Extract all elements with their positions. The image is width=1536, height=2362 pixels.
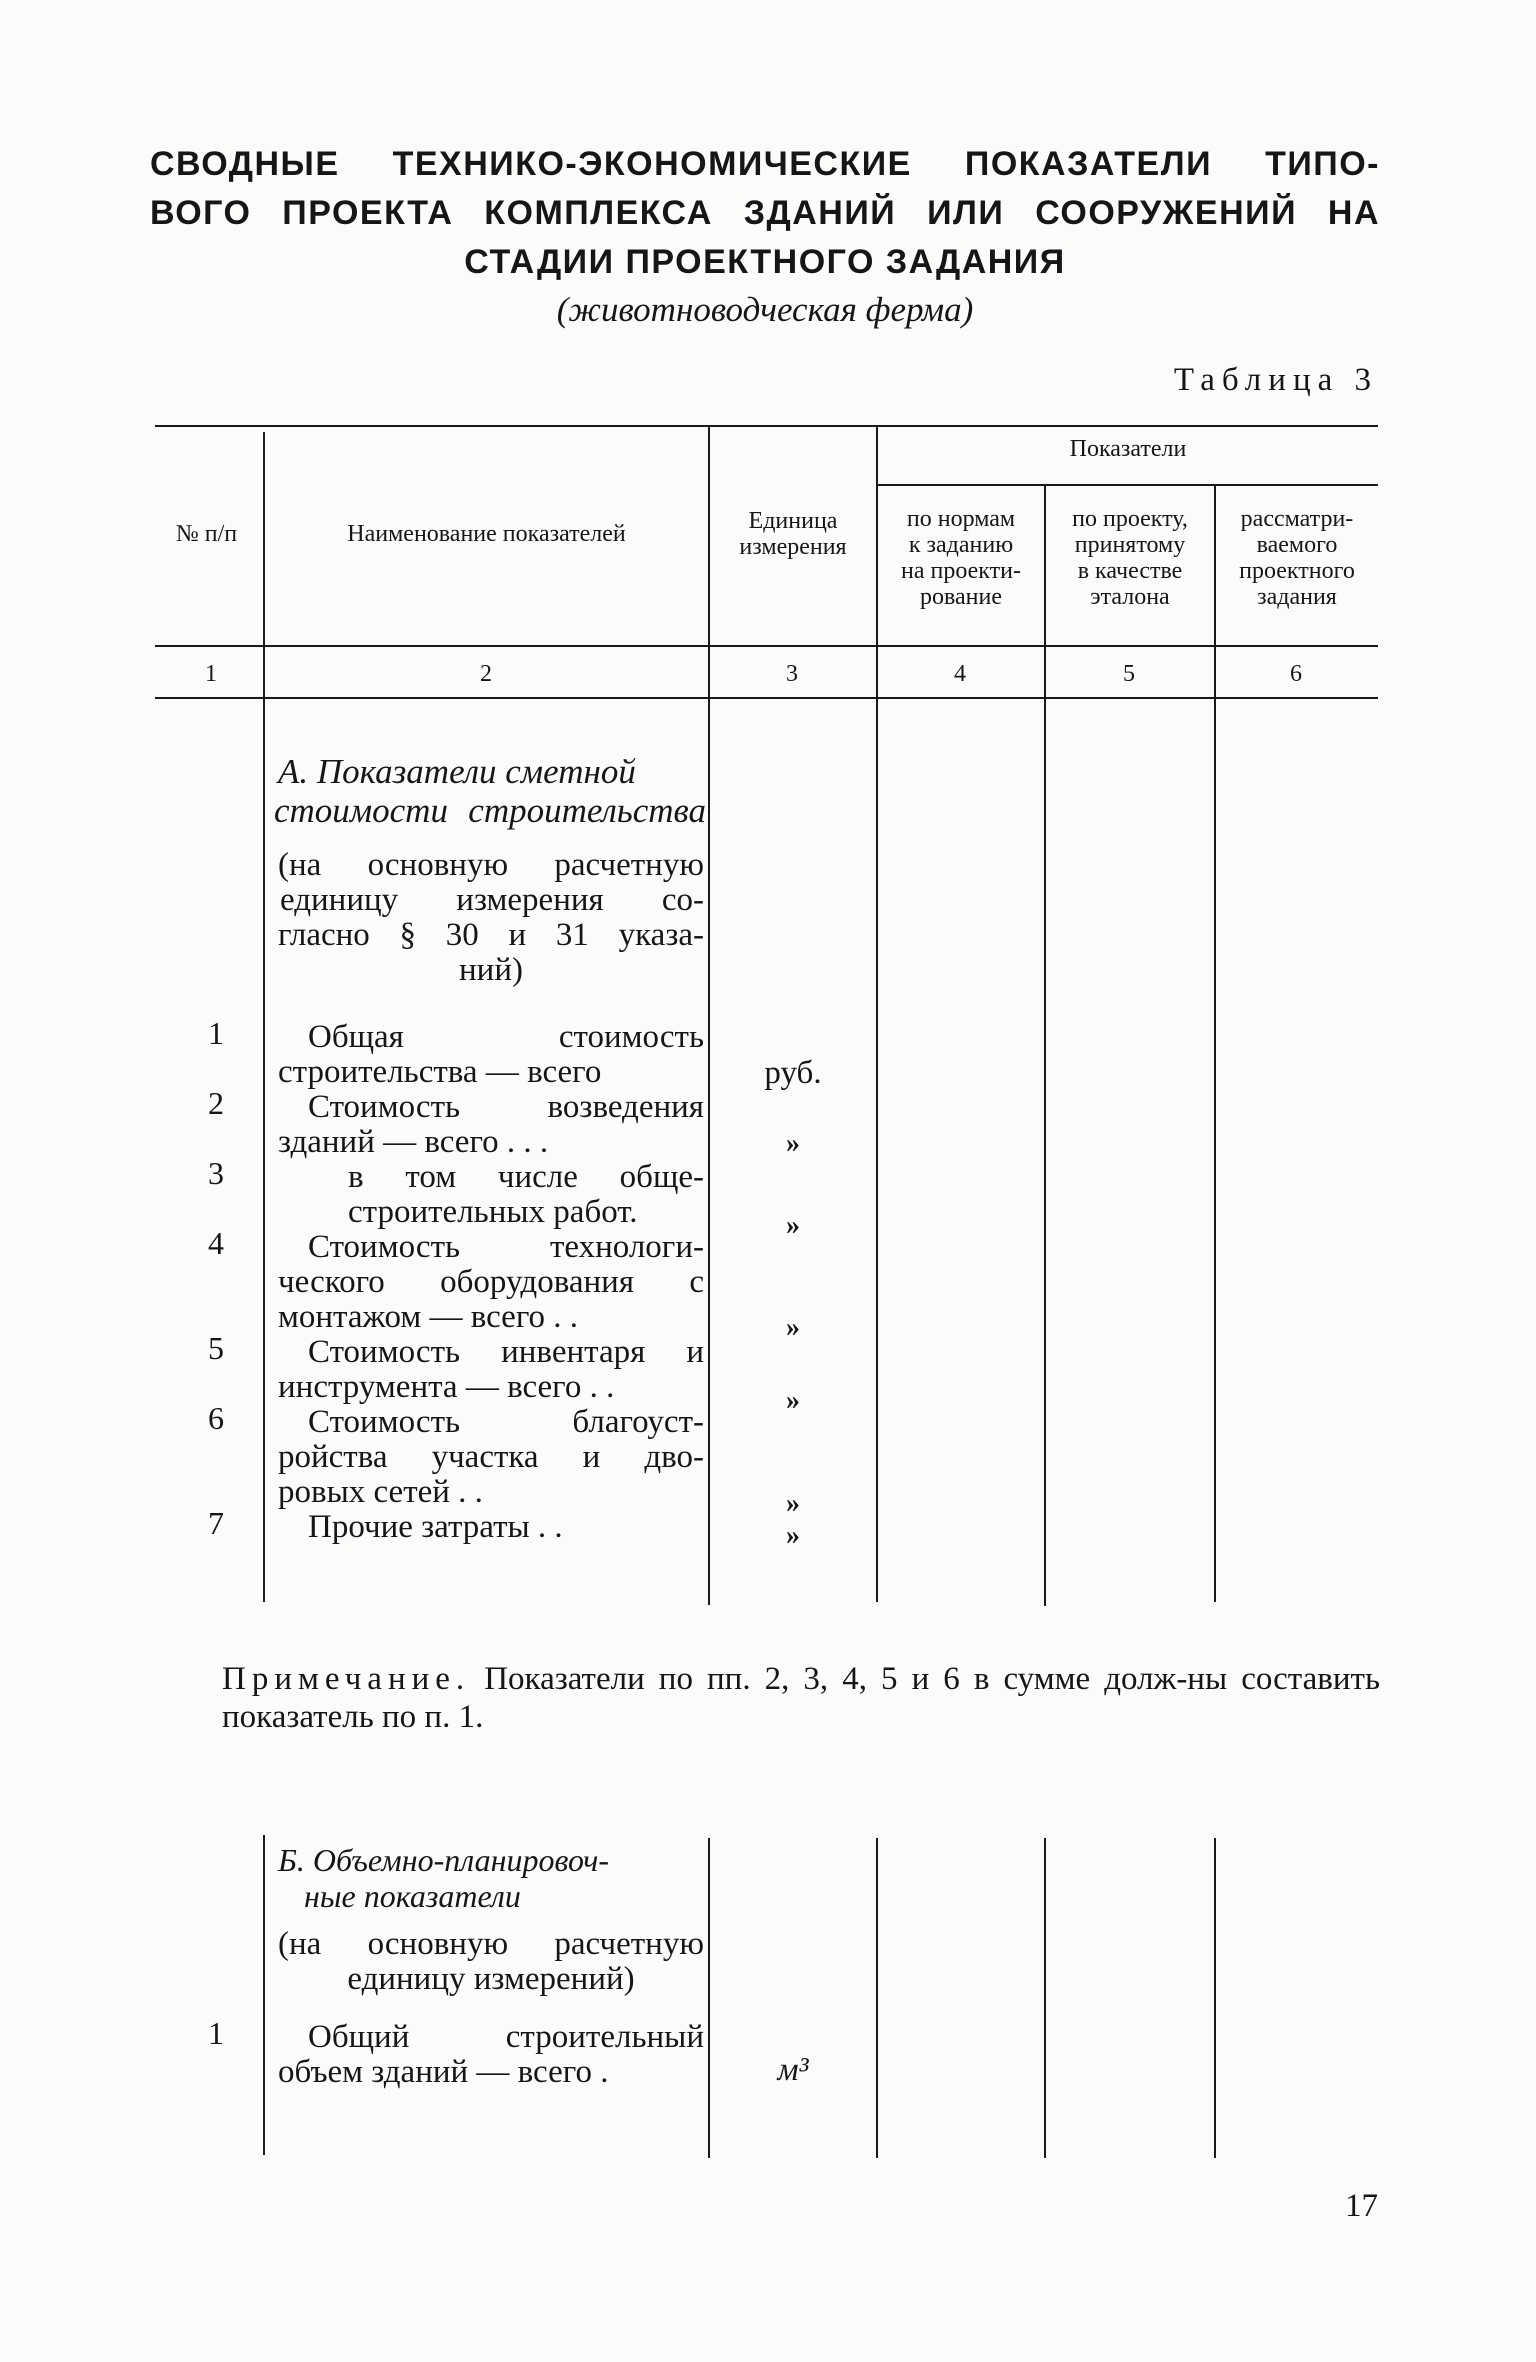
section-a-basis: (на основную расчетную единицу измерения со- гласно § 30 и 31 указа- ний): [278, 847, 704, 988]
row-unit-ditto: »: [786, 1488, 800, 1519]
row-unit-ditto: »: [786, 1210, 800, 1241]
note-text: Показатели по пп. 2, 3, 4, 5 и 6 в сумме долж-ны составить показатель по п. 1.: [222, 1661, 1380, 1735]
row-unit: руб.: [764, 1055, 822, 1091]
header-col-number: № п/п: [175, 521, 238, 547]
section-b-title: Б. Объемно-планировоч- ные показатели: [278, 1842, 610, 1914]
heading-line-2: ВОГО ПРОЕКТА КОМПЛЕКСА ЗДАНИЙ ИЛИ СООРУЖЕНИЙ НА: [150, 194, 1380, 232]
page-number: 17: [1345, 2188, 1378, 2224]
row-number: 6: [208, 1400, 224, 1436]
header-col-6: рассматри- ваемого проектного задания: [1239, 506, 1355, 610]
table-row-name: Стоимость благоуст- ройства участка и дво- ровых сетей . .: [278, 1404, 704, 1510]
table-row-name: Стоимость возведения зданий — всего . . .: [278, 1089, 704, 1160]
row-unit-ditto: »: [786, 1520, 800, 1551]
header-col-unit-2: измерения: [739, 534, 847, 560]
col-number-3: 3: [786, 661, 798, 687]
note-label: Примечание.: [222, 1661, 471, 1697]
document-subtitle: (животноводческая ферма): [556, 290, 974, 329]
header-col-name: Наименование показателей: [347, 521, 626, 547]
section-a-title: А. Показатели сметной стоимости строительства: [274, 752, 706, 830]
col-number-1: 1: [205, 661, 217, 687]
row-unit-ditto: »: [786, 1385, 800, 1416]
table-note: [222, 1660, 1380, 1736]
table-label: Таблица 3: [1173, 362, 1378, 398]
row-unit-ditto: »: [786, 1128, 800, 1159]
row-number: 4: [208, 1225, 224, 1261]
table-row-name: Стоимость инвентаря и инструмента — всего . .: [278, 1334, 704, 1405]
row-number: 2: [208, 1085, 224, 1121]
row-unit-ditto: »: [786, 1312, 800, 1343]
table-row-name: Стоимость технологи- ческого оборудования с монтажом — всего . .: [278, 1229, 704, 1335]
col-number-5: 5: [1123, 661, 1135, 687]
row-number: 7: [208, 1505, 224, 1541]
header-col-4: по нормам к заданию на проекти- рование: [901, 506, 1021, 610]
header-col-unit-1: Единица: [748, 508, 838, 534]
heading-line-1: СВОДНЫЕ ТЕХНИКО-ЭКОНОМИЧЕСКИЕ ПОКАЗАТЕЛИ ТИПО-: [150, 145, 1380, 183]
row-number: 1: [208, 2015, 224, 2051]
table-row-name: в том числе обще- строительных работ.: [348, 1159, 704, 1230]
section-b-basis: (на основную расчетную единицу измерений): [278, 1926, 704, 1997]
table-row-name: Общий строительный объем зданий — всего .: [278, 2019, 704, 2090]
table-row-name: Общая стоимость строительства — всего: [278, 1019, 704, 1090]
row-unit: м³: [777, 2052, 809, 2088]
header-col-5: по проекту, принятому в качестве эталона: [1072, 506, 1188, 610]
row-number: 5: [208, 1330, 224, 1366]
header-group-indicators: Показатели: [1069, 436, 1187, 462]
col-number-4: 4: [954, 661, 966, 687]
col-number-2: 2: [480, 661, 492, 687]
row-number: 1: [208, 1015, 224, 1051]
table-row-name: Прочие затраты . .: [308, 1509, 563, 1545]
document-heading: [150, 140, 1380, 287]
row-number: 3: [208, 1155, 224, 1191]
col-number-6: 6: [1290, 661, 1302, 687]
heading-line-3: СТАДИИ ПРОЕКТНОГО ЗАДАНИЯ: [464, 243, 1066, 281]
